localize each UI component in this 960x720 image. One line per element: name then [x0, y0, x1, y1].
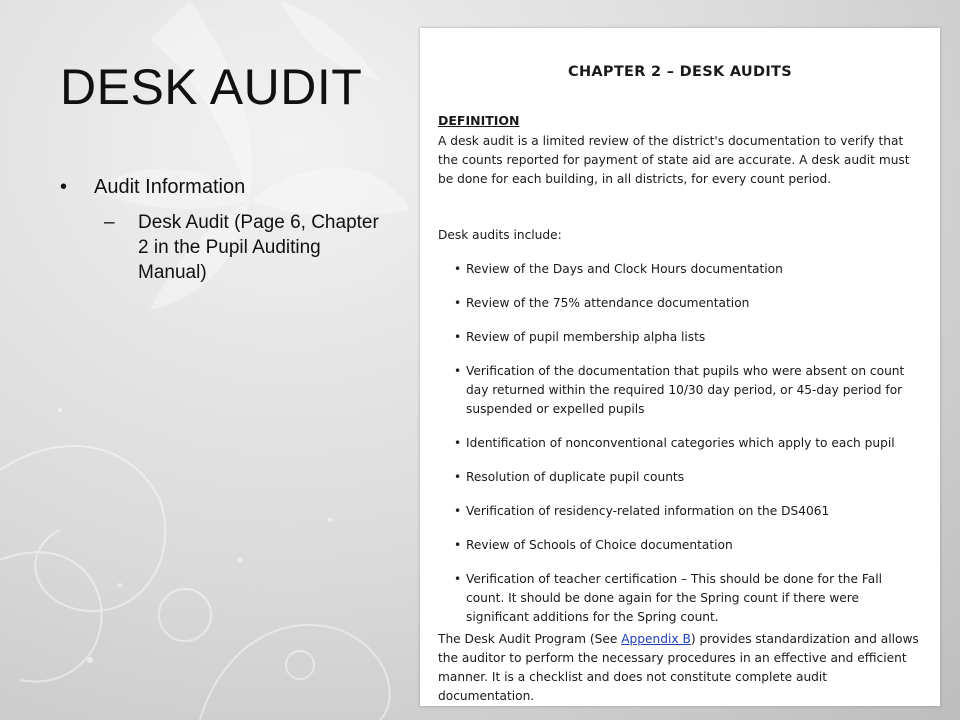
slide-bullet-list — [60, 174, 380, 285]
list-item — [438, 468, 924, 487]
slide-title: DESK AUDIT — [60, 59, 363, 115]
bullet-dot: • — [454, 330, 462, 344]
manual-page-image — [420, 28, 940, 706]
list-item — [438, 260, 924, 279]
list-item — [438, 570, 924, 627]
bullet-dot: • — [454, 262, 462, 276]
desk-audit-items-list — [438, 260, 924, 642]
bullet-dot: • — [454, 572, 462, 586]
bullet-dot: • — [60, 176, 68, 198]
bullet-dot: • — [454, 470, 462, 484]
bullet-dot: • — [454, 538, 462, 552]
document-chapter-heading: CHAPTER 2 – DESK AUDITS — [568, 64, 792, 80]
bullet-audit-information — [60, 174, 380, 200]
appendix-b-link[interactable]: Appendix B — [621, 632, 691, 646]
list-item — [438, 294, 924, 313]
bullet-dot: • — [454, 364, 462, 378]
sub-bullet-desk-audit — [104, 210, 380, 285]
list-item-text: Resolution of duplicate pupil counts — [466, 470, 685, 484]
bullet-dot: • — [454, 504, 462, 518]
definition-label: DEFINITION — [438, 113, 520, 128]
bullet-l1-text: Audit Information — [94, 176, 246, 198]
list-item-text: Verification of teacher certification – This should be done for the Fall count. It should be done again for the Spring count if there were significant additions for the Spring count. — [466, 572, 882, 624]
bullet-dot: • — [454, 436, 462, 450]
list-item-text: Verification of residency-related information on the DS4061 — [466, 504, 830, 518]
list-item-text: Verification of the documentation that pupils who were absent on count day returned within the required 10/30 day period, or 45-day period for suspended or expelled pupils — [466, 364, 905, 416]
closing-paragraph — [438, 630, 924, 706]
includes-label: Desk audits include: — [438, 228, 562, 242]
list-item-text: Review of pupil membership alpha lists — [466, 330, 706, 344]
list-item — [438, 536, 924, 555]
closing-text-start: The Desk Audit Program (See — [438, 632, 622, 646]
list-item-text: Review of Schools of Choice documentation — [466, 538, 733, 552]
list-item-text: Review of the Days and Clock Hours documentation — [466, 262, 783, 276]
sub-bullet-dash: – — [104, 212, 115, 233]
list-item — [438, 434, 924, 453]
list-item-text: Review of the 75% attendance documentation — [466, 296, 750, 310]
list-item — [438, 328, 924, 347]
bullet-dot: • — [454, 296, 462, 310]
list-item — [438, 362, 924, 419]
bullet-l2-text: Desk Audit (Page 6, Chapter 2 in the Pupil Auditing Manual) — [138, 212, 379, 283]
list-item — [438, 502, 924, 521]
definition-paragraph: A desk audit is a limited review of the district's documentation to verify that the counts reported for payment of state aid are accurate. A desk audit must be done for each building, in all districts, for every count period. — [438, 134, 910, 186]
closing-text-end: ) provides standardization and allows the auditor to perform the necessary procedures in an effective and efficient manner. It is a checklist and does not constitute complete audit documentation. — [438, 632, 919, 703]
list-item-text: Identification of nonconventional categories which apply to each pupil — [466, 436, 895, 450]
